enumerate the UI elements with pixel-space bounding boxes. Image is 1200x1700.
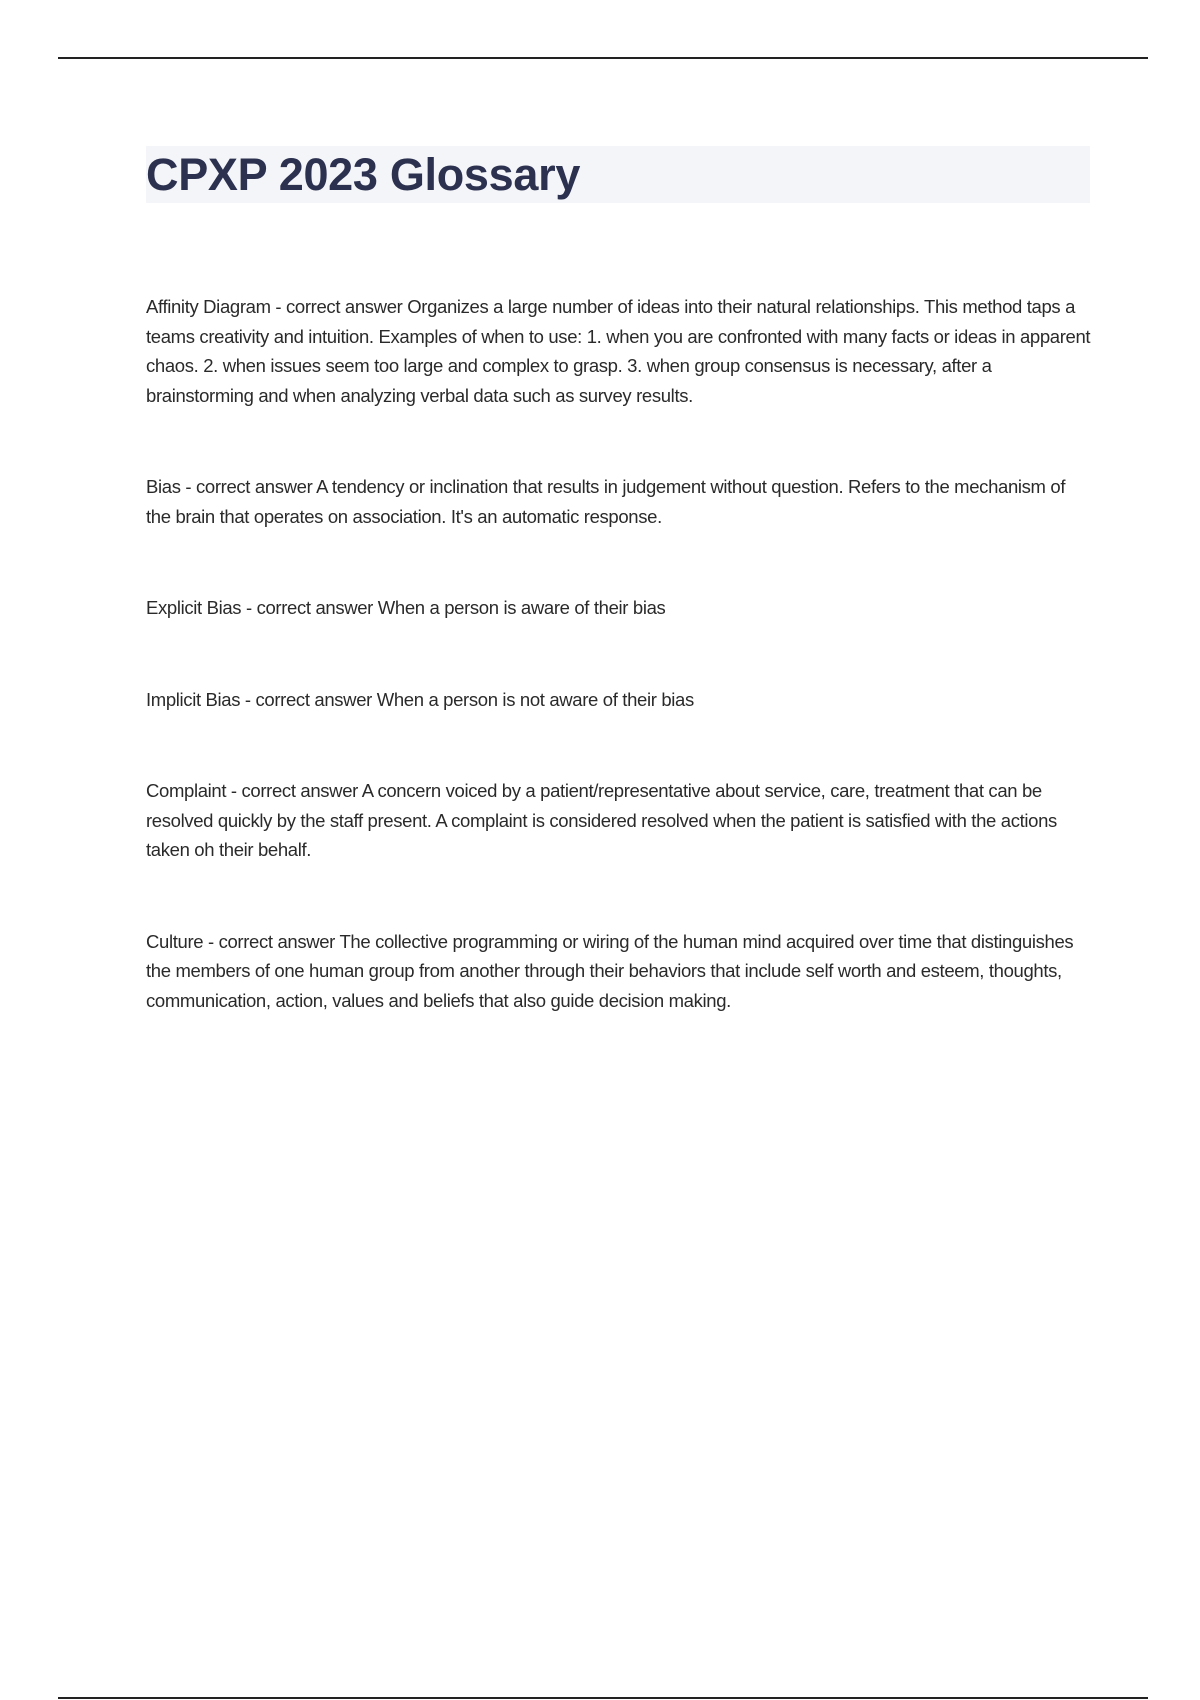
glossary-entry-implicit-bias: Implicit Bias - correct answer When a person is not aware of their bias (146, 688, 694, 710)
glossary-entries (146, 292, 1094, 1077)
glossary-entry-complaint: Complaint - correct answer A concern voiced by a patient/representative about service, care, treatment that can be resolved quickly by the staff present. A complaint is considered resolved when the patient is satisfied with the actions taken oh their behalf. (146, 780, 1057, 860)
glossary-entry-explicit-bias: Explicit Bias - correct answer When a person is aware of their bias (146, 597, 666, 618)
glossary-entry-bias: Bias - correct answer A tendency or inclination that results in judgement without question. Refers to the mechanism of the brain that operates on association. It's an automatic response. (146, 476, 1066, 527)
glossary-entry-culture: Culture - correct answer The collective programming or wiring of the human mind acquired over time that distinguishes the members of one human group from another through their behaviors that include self worth and esteem, thoughts, communication, action, values and beliefs that also guide decision making. (146, 930, 1074, 1011)
page-title: CPXP 2023 Glossary (146, 149, 581, 200)
glossary-entry-affinity-diagram: Affinity Diagram - correct answer Organizes a large number of ideas into their natural relationships. This method taps a teams creativity and intuition. Examples of when to use: 1. when you are confronted with many facts or ideas in apparent chaos. 2. when issues seem too large and complex to grasp. 3. when group consensus is necessary, after a brainstorming and when analyzing verbal data such as survey results. (146, 296, 1091, 406)
footer-rule (58, 1697, 1148, 1699)
header-rule (58, 57, 1148, 59)
